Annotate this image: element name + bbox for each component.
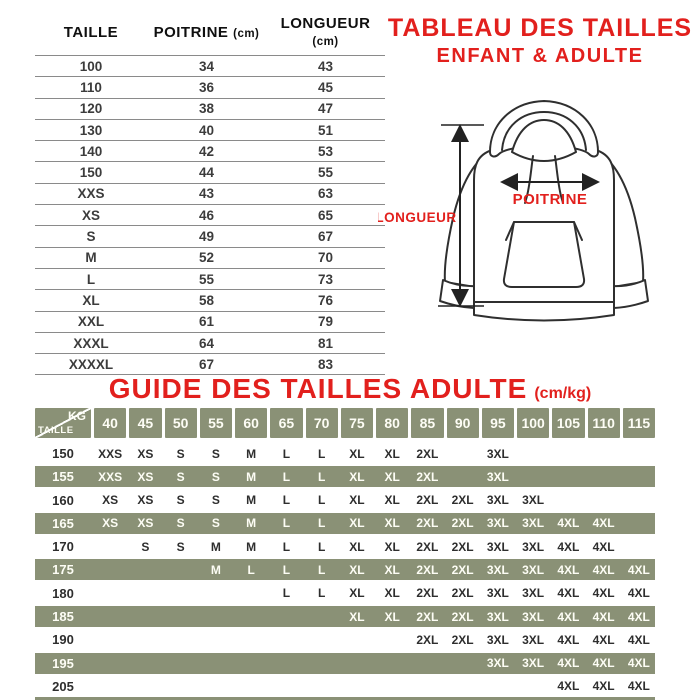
column-header-taille <box>35 12 147 56</box>
guide-row <box>35 513 655 534</box>
size-value-cell: 2XL <box>451 586 474 601</box>
size-value-cell: L <box>317 469 326 484</box>
measurement-cell: XXXL <box>35 332 147 353</box>
size-value-cell: S <box>211 446 220 461</box>
measurement-cell: 58 <box>147 290 266 311</box>
size-value-cell: 3XL <box>522 493 545 508</box>
height-label: 195 <box>52 655 74 671</box>
hoodie-diagram <box>378 90 700 340</box>
size-value-cell: 2XL <box>451 632 474 647</box>
size-value-cell: XL <box>349 493 365 508</box>
measurement-cell: 34 <box>147 56 266 77</box>
size-value-cell: M <box>246 469 257 484</box>
size-value-cell: 3XL <box>486 656 509 671</box>
size-value-cell: 2XL <box>451 609 474 624</box>
size-value-cell: 2XL <box>416 586 439 601</box>
height-label: 185 <box>52 609 74 625</box>
measurement-cell: XS <box>35 205 147 226</box>
measurement-cell: 79 <box>266 311 385 332</box>
kg-column-header: 45 <box>129 408 161 438</box>
measurement-cell: 55 <box>266 162 385 183</box>
measurement-row <box>35 290 385 311</box>
measurement-row <box>35 226 385 247</box>
guide-title <box>0 373 700 405</box>
measurement-cell: XL <box>35 290 147 311</box>
corner-taille-label: TAILLE <box>38 425 74 436</box>
size-value-cell: 2XL <box>416 493 439 508</box>
size-value-cell: XL <box>384 469 400 484</box>
measurement-cell: 110 <box>35 77 147 98</box>
size-value-cell: L <box>317 562 326 577</box>
length-label: LONGUEUR <box>378 210 457 225</box>
size-value-cell: L <box>282 493 291 508</box>
adult-size-guide <box>35 408 655 699</box>
height-label: 205 <box>52 678 74 694</box>
size-value-cell: L <box>282 539 291 554</box>
guide-row <box>35 443 655 464</box>
guide-row <box>35 466 655 487</box>
size-value-cell: 4XL <box>592 539 615 554</box>
measurement-cell: 150 <box>35 162 147 183</box>
column-header-longueur <box>266 12 385 56</box>
size-table-body <box>35 56 385 375</box>
size-value-cell: XL <box>349 539 365 554</box>
size-value-cell: 4XL <box>627 609 650 624</box>
size-value-cell: 2XL <box>416 469 439 484</box>
size-value-cell: 4XL <box>627 656 650 671</box>
size-value-cell: XS <box>137 493 154 508</box>
measurement-cell: 140 <box>35 141 147 162</box>
size-value-cell: L <box>317 539 326 554</box>
size-value-cell: S <box>141 539 150 554</box>
size-value-cell: L <box>317 446 326 461</box>
size-value-cell: 2XL <box>451 516 474 531</box>
measurement-cell: 67 <box>147 354 266 375</box>
size-value-cell: S <box>176 469 185 484</box>
measurement-cell: 83 <box>266 354 385 375</box>
size-value-cell: 4XL <box>557 632 580 647</box>
kg-column-header: 90 <box>447 408 479 438</box>
size-value-cell: 3XL <box>486 539 509 554</box>
measurement-row <box>35 205 385 226</box>
measurement-row <box>35 141 385 162</box>
measurement-cell: 130 <box>35 119 147 140</box>
measurement-cell: 51 <box>266 119 385 140</box>
height-label: 180 <box>52 585 74 601</box>
size-value-cell: 4XL <box>557 539 580 554</box>
guide-row <box>35 653 655 674</box>
size-value-cell: 3XL <box>522 656 545 671</box>
size-value-cell: XL <box>349 469 365 484</box>
kg-column-header: 110 <box>588 408 620 438</box>
size-value-cell: 2XL <box>416 562 439 577</box>
height-label: 175 <box>52 562 74 578</box>
measurement-cell: M <box>35 247 147 268</box>
size-value-cell: XL <box>384 609 400 624</box>
kg-column-header: 70 <box>306 408 338 438</box>
size-value-cell: L <box>282 516 291 531</box>
size-value-cell: M <box>210 539 221 554</box>
size-value-cell: L <box>282 446 291 461</box>
guide-body <box>35 443 655 697</box>
measurement-cell: 65 <box>266 205 385 226</box>
size-value-cell: 4XL <box>592 562 615 577</box>
measurement-row <box>35 119 385 140</box>
kg-column-header: 85 <box>411 408 443 438</box>
size-value-cell: L <box>317 586 326 601</box>
size-value-cell: L <box>282 586 291 601</box>
measurement-cell: 52 <box>147 247 266 268</box>
column-unit: (cm) <box>233 27 260 40</box>
size-value-cell: XS <box>137 469 154 484</box>
size-value-cell: 3XL <box>486 446 509 461</box>
guide-row <box>35 606 655 627</box>
column-header-poitrine <box>147 12 266 56</box>
kg-column-header: 75 <box>341 408 373 438</box>
guide-row <box>35 536 655 557</box>
size-value-cell: XL <box>384 446 400 461</box>
column-unit: (cm) <box>312 36 339 48</box>
size-value-cell: XS <box>137 446 154 461</box>
size-value-cell: 4XL <box>627 586 650 601</box>
measurement-cell: 49 <box>147 226 266 247</box>
kg-column-header: 50 <box>165 408 197 438</box>
guide-row <box>35 490 655 511</box>
size-value-cell: 4XL <box>627 679 650 694</box>
size-value-cell: 3XL <box>486 469 509 484</box>
measurement-row <box>35 354 385 375</box>
measurement-cell: 55 <box>147 268 266 289</box>
size-value-cell: 3XL <box>486 516 509 531</box>
size-value-cell: M <box>246 539 257 554</box>
guide-header-row <box>35 408 655 438</box>
height-label: 170 <box>52 539 74 555</box>
column-label: POITRINE <box>153 23 229 41</box>
size-value-cell: 3XL <box>486 586 509 601</box>
measurement-cell: 45 <box>266 77 385 98</box>
measurement-cell: XXL <box>35 311 147 332</box>
measurement-cell: 76 <box>266 290 385 311</box>
hoodie-pocket-shape <box>504 222 584 287</box>
page-title-line1: TABLEAU DES TAILLES <box>387 14 693 42</box>
corner-kg-label: KG <box>68 409 86 423</box>
size-value-cell: XL <box>384 493 400 508</box>
size-value-cell: XXS <box>98 446 123 461</box>
measurement-cell: 100 <box>35 56 147 77</box>
measurement-cell: 44 <box>147 162 266 183</box>
size-value-cell: 4XL <box>557 609 580 624</box>
size-value-cell: L <box>317 493 326 508</box>
size-value-cell: 4XL <box>592 679 615 694</box>
height-label: 155 <box>52 469 74 485</box>
guide-row <box>35 559 655 580</box>
measurement-cell: XXS <box>35 183 147 204</box>
height-label: 160 <box>52 492 74 508</box>
measurement-row <box>35 77 385 98</box>
size-value-cell: 3XL <box>522 609 545 624</box>
measurement-cell: 42 <box>147 141 266 162</box>
guide-row <box>35 629 655 650</box>
size-value-cell: S <box>211 516 220 531</box>
measurement-table-header <box>35 12 385 56</box>
size-value-cell: 4XL <box>557 679 580 694</box>
size-value-cell: 3XL <box>486 632 509 647</box>
measurement-cell: 36 <box>147 77 266 98</box>
measurement-cell: S <box>35 226 147 247</box>
size-value-cell: L <box>282 469 291 484</box>
measurement-cell: 46 <box>147 205 266 226</box>
measurement-table <box>35 12 385 375</box>
measurement-row <box>35 98 385 119</box>
size-value-cell: 3XL <box>486 562 509 577</box>
size-value-cell: L <box>317 516 326 531</box>
kg-column-header: 95 <box>482 408 514 438</box>
size-value-cell: S <box>176 446 185 461</box>
kg-column-header: 40 <box>94 408 126 438</box>
measurement-cell: 70 <box>266 247 385 268</box>
guide-row <box>35 676 655 697</box>
size-value-cell: L <box>282 562 291 577</box>
measurement-row <box>35 268 385 289</box>
measurement-row <box>35 56 385 77</box>
size-value-cell: 4XL <box>592 632 615 647</box>
size-value-cell: 3XL <box>522 539 545 554</box>
size-value-cell: 2XL <box>416 446 439 461</box>
kg-column-header: 115 <box>623 408 655 438</box>
size-value-cell: XS <box>102 516 119 531</box>
kg-column-header: 80 <box>376 408 408 438</box>
size-value-cell: 4XL <box>592 609 615 624</box>
size-value-cell: XL <box>349 516 365 531</box>
measurement-cell: 38 <box>147 98 266 119</box>
measurement-cell: 43 <box>266 56 385 77</box>
size-value-cell: S <box>176 539 185 554</box>
size-value-cell: S <box>211 469 220 484</box>
size-value-cell: XL <box>384 586 400 601</box>
size-value-cell: L <box>247 562 255 577</box>
size-value-cell: M <box>210 562 221 577</box>
size-value-cell: M <box>246 493 257 508</box>
chest-label: POITRINE <box>512 191 588 208</box>
size-value-cell: XL <box>384 539 400 554</box>
size-value-cell: XL <box>349 609 365 624</box>
size-value-cell: 4XL <box>557 656 580 671</box>
size-value-cell: M <box>246 516 257 531</box>
kg-column-header: 60 <box>235 408 267 438</box>
size-value-cell: 3XL <box>522 586 545 601</box>
size-value-cell: XL <box>349 562 365 577</box>
height-label: 190 <box>52 632 74 648</box>
size-value-cell: 2XL <box>451 493 474 508</box>
size-value-cell: 4XL <box>592 586 615 601</box>
measurement-cell: 67 <box>266 226 385 247</box>
size-value-cell: XL <box>384 562 400 577</box>
guide-title-text: GUIDE DES TAILLES ADULTE <box>108 373 528 404</box>
size-value-cell: XL <box>349 586 365 601</box>
size-value-cell: M <box>246 446 257 461</box>
size-value-cell: 3XL <box>486 609 509 624</box>
measurement-cell: 61 <box>147 311 266 332</box>
size-value-cell: 4XL <box>627 562 650 577</box>
size-value-cell: 3XL <box>522 632 545 647</box>
measurement-row <box>35 183 385 204</box>
measurement-cell: 81 <box>266 332 385 353</box>
guide-row <box>35 583 655 604</box>
hoodie-hem-shape <box>474 302 614 321</box>
measurement-cell: 43 <box>147 183 266 204</box>
height-label: 165 <box>52 515 74 531</box>
size-value-cell: 4XL <box>557 562 580 577</box>
height-label: 150 <box>52 446 74 461</box>
measurement-row <box>35 332 385 353</box>
measurement-row <box>35 162 385 183</box>
guide-title-unit: (cm/kg) <box>534 385 592 402</box>
size-value-cell: 4XL <box>557 516 580 531</box>
measurement-cell: 53 <box>266 141 385 162</box>
size-value-cell: 3XL <box>522 516 545 531</box>
measurement-cell: 64 <box>147 332 266 353</box>
measurement-cell: 47 <box>266 98 385 119</box>
size-value-cell: XXS <box>98 469 123 484</box>
kg-column-header: 100 <box>517 408 549 438</box>
page-title-line2: ENFANT & ADULTE <box>436 44 644 67</box>
kg-column-header: 55 <box>200 408 232 438</box>
size-value-cell: XL <box>349 446 365 461</box>
measurement-cell: 40 <box>147 119 266 140</box>
measurement-cell: L <box>35 268 147 289</box>
size-value-cell: 2XL <box>451 562 474 577</box>
column-label: TAILLE <box>63 23 119 41</box>
size-value-cell: S <box>176 493 185 508</box>
measurement-cell: 73 <box>266 268 385 289</box>
size-value-cell: S <box>176 516 185 531</box>
kg-column-header: 65 <box>270 408 302 438</box>
measurement-row <box>35 247 385 268</box>
size-value-cell: 3XL <box>522 562 545 577</box>
measurement-cell: 63 <box>266 183 385 204</box>
size-value-cell: XS <box>137 516 154 531</box>
size-value-cell: S <box>211 493 220 508</box>
size-value-cell: 4XL <box>592 656 615 671</box>
size-value-cell: 4XL <box>557 586 580 601</box>
column-label: LONGUEUR <box>280 15 371 32</box>
size-value-cell: 2XL <box>416 516 439 531</box>
size-value-cell: 2XL <box>416 632 439 647</box>
corner-cell <box>35 408 91 438</box>
size-value-cell: XL <box>384 516 400 531</box>
size-value-cell: 4XL <box>592 516 615 531</box>
size-value-cell: XS <box>102 493 119 508</box>
measurement-cell: XXXXL <box>35 354 147 375</box>
size-value-cell: 2XL <box>451 539 474 554</box>
page-title <box>380 14 700 68</box>
size-value-cell: 2XL <box>416 539 439 554</box>
size-value-cell: 3XL <box>486 493 509 508</box>
size-value-cell: 4XL <box>627 632 650 647</box>
measurement-cell: 120 <box>35 98 147 119</box>
size-value-cell: 2XL <box>416 609 439 624</box>
kg-column-header: 105 <box>552 408 584 438</box>
measurement-row <box>35 311 385 332</box>
